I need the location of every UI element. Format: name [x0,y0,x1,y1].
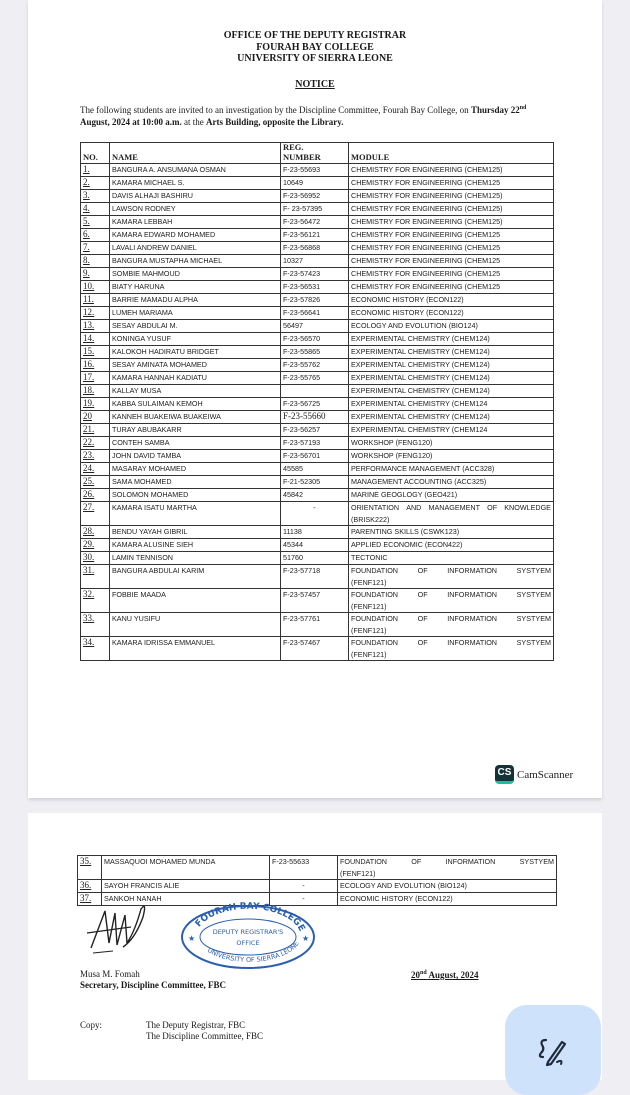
stamp-star-icon: ★ [302,934,310,943]
module-name: CHEMISTRY FOR ENGINEERING (CHEM125) [349,203,554,216]
table-row [81,359,554,372]
reg-number: F-23-55633 [270,856,338,880]
module-name: PARENTING SKILLS (CSWK123) [349,526,554,539]
table-row [81,177,554,190]
copy-recipient: The Deputy Registrar, FBC [146,1020,246,1030]
letterhead-line: OFFICE OF THE DEPUTY REGISTRAR [223,30,407,41]
student-name: LAMIN TENNISON [110,552,281,565]
reg-number: - [270,880,338,893]
table-row [81,385,554,398]
header-name: NAME [110,143,281,164]
header-no: NO. [81,143,110,164]
students-table-continued [77,855,557,906]
module-name: CHEMISTRY FOR ENGINEERING (CHEM125 [349,229,554,242]
reg-number: F-23-56531 [281,281,349,294]
reg-number: 45344 [281,539,349,552]
table-row [81,450,554,463]
module-name: CHEMISTRY FOR ENGINEERING (CHEM125 [349,255,554,268]
student-name: SOLOMON MOHAMED [110,489,281,502]
reg-number: F-23-57423 [281,268,349,281]
table-row [81,320,554,333]
reg-number: F-23-57826 [281,294,349,307]
row-number: 8. [81,255,110,268]
reg-number: 11138 [281,526,349,539]
row-number: 31. [81,565,110,589]
module-name: MARINE GEOGLOGY (GEO421) [349,489,554,502]
student-name: KAMARA LEBBAH [110,216,281,229]
notice-title: NOTICE [295,79,335,90]
row-number: 37. [78,893,102,906]
student-name: BIATY HARUNA [110,281,281,294]
table-row [81,526,554,539]
header-module: MODULE [349,143,554,164]
row-number: 17. [81,372,110,385]
reg-number: F-23-56952 [281,190,349,203]
module-name: EXPERIMENTAL CHEMISTRY (CHEM124) [349,385,554,398]
student-name: SANKOH NANAH [102,893,270,906]
table-row [81,637,554,661]
student-name: KABBA SULAIMAN KEMOH [110,398,281,411]
row-number: 32. [81,589,110,613]
table-row [81,242,554,255]
student-name: SOMBIE MAHMOUD [110,268,281,281]
student-name: MASSAQUOI MOHAMED MUNDA [102,856,270,880]
student-name: KAMARA HANNAH KADIATU [110,372,281,385]
table-row [81,565,554,589]
student-name: KANNEH BUAKEIWA BUAKEIWA [110,411,281,424]
table-row [81,411,554,424]
module-name: FOUNDATION OF INFORMATION SYSTYEM (FENF121) [349,589,554,613]
reg-number: F-23-56725 [281,398,349,411]
student-name: DAVIS ALHAJI BASHIRU [110,190,281,203]
letterhead [28,30,602,65]
camscanner-label: CamScanner [517,768,574,781]
stamp-middle-line2: OFFICE [236,939,260,947]
intro-place: Arts Building, opposite the Library. [206,117,344,127]
module-name: FOUNDATION OF INFORMATION SYSTYEM (FENF121) [349,637,554,661]
row-number: 6. [81,229,110,242]
student-name: KAMARA ALUSINE SIEH [110,539,281,552]
row-number: 4. [81,203,110,216]
row-number: 34. [81,637,110,661]
module-name: ECONOMIC HISTORY (ECON122) [349,307,554,320]
table-row [81,437,554,450]
table-row [81,463,554,476]
module-name: ECONOMIC HISTORY (ECON122) [338,893,557,906]
student-name: KALLAY MUSA [110,385,281,398]
reg-number: 45585 [281,463,349,476]
table-row [81,552,554,565]
reg-number: 56497 [281,320,349,333]
row-number: 7. [81,242,110,255]
module-name: WORKSHOP (FENG120) [349,450,554,463]
table-row [81,489,554,502]
row-number: 20 [81,411,110,424]
table-row [81,539,554,552]
stamp-bottom-text: UNIVERSITY OF SIERRA LEONE [205,939,301,964]
reg-number: F-23-57457 [281,589,349,613]
row-number: 9. [81,268,110,281]
module-name: EXPERIMENTAL CHEMISTRY (CHEM124 [349,398,554,411]
copy-label: Copy: [80,1020,103,1030]
stamp-middle-line1: DEPUTY REGISTRAR'S [212,928,284,936]
reg-number: F-23-57467 [281,637,349,661]
table-row [81,346,554,359]
table-row [81,424,554,437]
reg-number: F-21-52305 [281,476,349,489]
student-name: TURAY ABUBAKARR [110,424,281,437]
table-row [81,164,554,177]
module-name: FOUNDATION OF INFORMATION SYSTYEM (FENF121) [349,613,554,637]
reg-number [281,385,349,398]
reg-number: F-23-56121 [281,229,349,242]
student-name: BANGURA MUSTAPHA MICHAEL [110,255,281,268]
row-number: 14. [81,333,110,346]
row-number: 16. [81,359,110,372]
reg-number: 51760 [281,552,349,565]
row-number: 1. [81,164,110,177]
signatory [80,969,226,990]
table-row [81,203,554,216]
table-row [78,880,557,893]
row-number: 36. [78,880,102,893]
table-row [81,398,554,411]
module-name: EXPERIMENTAL CHEMISTRY (CHEM124) [349,346,554,359]
table-row [81,190,554,203]
row-number: 26. [81,489,110,502]
table-row [81,281,554,294]
module-name: CHEMISTRY FOR ENGINEERING (CHEM125 [349,242,554,255]
student-name: KAMARA EDWARD MOHAMED [110,229,281,242]
module-name: ECONOMIC HISTORY (ECON122) [349,294,554,307]
intro-day-suffix: nd [519,105,527,111]
module-name: EXPERIMENTAL CHEMISTRY (CHEM124 [349,424,554,437]
intro-time: August, 2024 at 10:00 a.m. [80,117,182,127]
table-row [81,229,554,242]
row-number: 11. [81,294,110,307]
student-name: KAMARA IDRISSA EMMANUEL [110,637,281,661]
student-name: SESAY ABDULAI M. [110,320,281,333]
reg-number: F-23-56257 [281,424,349,437]
reg-number: F-23-55660 [281,411,349,424]
student-name: KONINGA YUSUF [110,333,281,346]
row-number: 2. [81,177,110,190]
signatory-name: Musa M. Fomah [80,969,140,979]
copy-recipient: The Discipline Committee, FBC [146,1031,263,1041]
row-number: 24. [81,463,110,476]
table-row [81,307,554,320]
row-number: 23. [81,450,110,463]
signature-image [83,903,163,963]
student-name: LAWSON RODNEY [110,203,281,216]
table-row [81,613,554,637]
letterhead-line: FOURAH BAY COLLEGE [256,41,374,53]
intro-text: The following students are invited to an investigation by the Discipline Committee, Fourah Bay College, on [80,105,469,115]
module-name: ECOLOGY AND EVOLUTION (BIO124) [338,880,557,893]
module-name: MANAGEMENT ACCOUNTING (ACC325) [349,476,554,489]
row-number: 12. [81,307,110,320]
student-name: KAMARA MICHAEL S. [110,177,281,190]
date-suffix: nd [420,970,427,976]
reg-number: F-23-55762 [281,359,349,372]
row-number: 25. [81,476,110,489]
student-name: SAYOH FRANCIS ALIE [102,880,270,893]
stamp-star-icon: ★ [188,934,196,943]
scanned-page-1 [28,0,602,798]
row-number: 10. [81,281,110,294]
reg-number: F-23-55693 [281,164,349,177]
reg-number: - [270,893,338,906]
module-name: APPLIED ECONOMIC (ECON422) [349,539,554,552]
module-name: TECTONIC [349,552,554,565]
reg-number: 10649 [281,177,349,190]
table-row [81,476,554,489]
row-number: 18. [81,385,110,398]
module-name: ECOLOGY AND EVOLUTION (BIO124) [349,320,554,333]
row-number: 22. [81,437,110,450]
reg-number: F-23-56701 [281,450,349,463]
module-name: CHEMISTRY FOR ENGINEERING (CHEM125 [349,268,554,281]
intro-paragraph [80,102,555,128]
signature-pen-icon [537,1035,569,1067]
camscanner-watermark [495,765,573,784]
table-row [81,333,554,346]
student-name: LUMEH MARIAMA [110,307,281,320]
module-name: ORIENTATION AND MANAGEMENT OF KNOWLEDGE (BRISK222) [349,502,554,526]
intro-mid: at the [181,117,207,127]
row-number: 5. [81,216,110,229]
module-name: CHEMISTRY FOR ENGINEERING (CHEM125) [349,190,554,203]
student-name: KANU YUSIFU [110,613,281,637]
row-number: 30. [81,552,110,565]
table-row [81,372,554,385]
row-number: 29. [81,539,110,552]
student-name: JOHN DAVID TAMBA [110,450,281,463]
student-name: KAMARA ISATU MARTHA [110,502,281,526]
row-number: 3. [81,190,110,203]
row-number: 21. [81,424,110,437]
module-name: EXPERIMENTAL CHEMISTRY (CHEM124) [349,372,554,385]
header-reg-number [281,143,349,164]
office-stamp [176,901,321,971]
date-day: 20 [411,970,420,980]
table-row [81,268,554,281]
reg-number: 45842 [281,489,349,502]
row-number: 28. [81,526,110,539]
student-name: BANGURA ABDULAI KARIM [110,565,281,589]
reg-number: F-23-56570 [281,333,349,346]
letterhead-line: UNIVERSITY OF SIERRA LEONE [237,53,393,64]
module-name: CHEMISTRY FOR ENGINEERING (CHEM125 [349,177,554,190]
module-name: EXPERIMENTAL CHEMISTRY (CHEM124) [349,411,554,424]
reg-number: F-23-57718 [281,565,349,589]
reg-number: F-23-56472 [281,216,349,229]
student-name: MASARAY MOHAMED [110,463,281,476]
table-row [81,502,554,526]
module-name: CHEMISTRY FOR ENGINEERING (CHEM125) [349,216,554,229]
module-name: CHEMISTRY FOR ENGINEERING (CHEM125) [349,164,554,177]
student-name: LAVALI ANDREW DANIEL [110,242,281,255]
module-name: EXPERIMENTAL CHEMISTRY (CHEM124) [349,333,554,346]
student-name: SESAY AMINATA MOHAMED [110,359,281,372]
header-reg-line1: REG. [283,142,304,152]
student-name: KALOKOH HADIRATU BRIDGET [110,346,281,359]
student-name: BENDU YAYAH GIBRIL [110,526,281,539]
notice-date [411,970,478,980]
module-name: EXPERIMENTAL CHEMISTRY (CHEM124) [349,359,554,372]
module-name: FOUNDATION OF INFORMATION SYSTYEM (FENF121) [338,856,557,880]
reg-number: F- 23-57395 [281,203,349,216]
students-table [80,142,554,661]
student-name: CONTEH SAMBA [110,437,281,450]
date-rest: August, 2024 [426,970,479,980]
student-name: SAMA MOHAMED [110,476,281,489]
module-name: WORKSHOP (FENG120) [349,437,554,450]
camscanner-logo-icon: CS [495,765,514,784]
row-number: 33. [81,613,110,637]
header-reg-line2: NUMBER [283,151,321,162]
student-name: BANGURA A. ANSUMANA OSMAN [110,164,281,177]
row-number: 35. [78,856,102,880]
reg-number: F-23-55865 [281,346,349,359]
table-row [81,216,554,229]
sign-document-button[interactable] [505,1005,601,1095]
stamp-top-text: FOURAH BAY COLLEGE [193,901,307,934]
table-row [81,589,554,613]
student-name: BARRIE MAMADU ALPHA [110,294,281,307]
reg-number: F-23-55765 [281,372,349,385]
table-header-row [81,143,554,164]
table-row [81,294,554,307]
reg-number: - [281,502,349,526]
reg-number: 10327 [281,255,349,268]
reg-number: F-23-57193 [281,437,349,450]
row-number: 27. [81,502,110,526]
signatory-title: Secretary, Discipline Committee, FBC [80,979,227,990]
reg-number: F-23-57761 [281,613,349,637]
row-number: 19. [81,398,110,411]
intro-day: Thursday 22 [470,105,520,115]
row-number: 15. [81,346,110,359]
module-name: FOUNDATION OF INFORMATION SYSTYEM (FENF121) [349,565,554,589]
table-row [81,255,554,268]
student-name: FOBBIE MAADA [110,589,281,613]
row-number: 13. [81,320,110,333]
module-name: CHEMISTRY FOR ENGINEERING (CHEM125 [349,281,554,294]
module-name: PERFORMANCE MANAGEMENT (ACC328) [349,463,554,476]
reg-number: F-23-56641 [281,307,349,320]
table-row [78,856,557,880]
reg-number: F-23-56868 [281,242,349,255]
